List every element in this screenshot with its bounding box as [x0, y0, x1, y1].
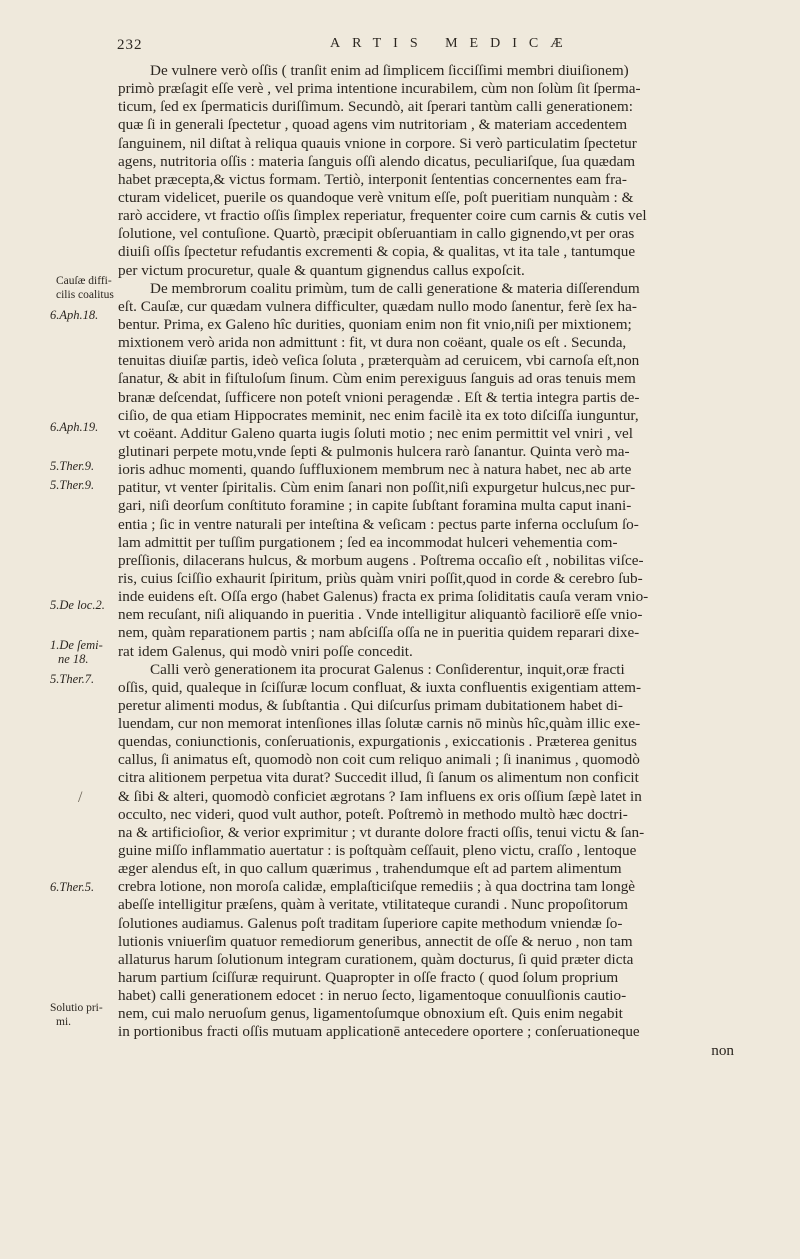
text-line: callus, ſi animatus eſt, quomodò non coit cum reliquo animali ; ſi inanimus , quomodò	[118, 751, 640, 769]
text-line: guine miſſo inflammatio auertatur : is poſtquàm ceſſauit, pleno victu, craſſo , lentoque	[118, 842, 637, 860]
text-line: non	[711, 1041, 734, 1059]
text-line: preſſionis, dilacerans hulcus, & morbum augens . Poſtrema occaſio eſt , nobilitas viſce-	[118, 551, 644, 569]
text-line: nem recuſant, niſi aliquando in pueritia . Vnde intelligitur aliquantò faciliorē eſſe vnio-	[118, 606, 643, 624]
text-line: ris, cuius ſciſſio exhaurit ſpiritum, priùs quàm vniri poſſit,quod in corde & cerebro ſub-	[118, 569, 643, 587]
text-line: diuiſi oſſis ſpectetur refudantis excrementi & copia, & qualitas, vt ita tale , tantumque	[118, 243, 636, 261]
margin-note: ne 18.	[58, 652, 89, 666]
page-number: 232	[117, 37, 143, 53]
text-line: gari, niſi deorſum conſtituto foramine ; in capite ſubſtant foramina multa caput inani-	[118, 497, 632, 515]
text-line: entia ; ſic in ventre naturali per inteſtina & veſicam : pectus parte inferna occluſum ſo-	[118, 515, 639, 533]
text-line: habet) calli generationem edocet : in neruo ſecto, ligamentoque conuulſionis cautio-	[118, 987, 627, 1005]
text-line: per victum procuretur, quale & quantum gignendus callus expoſcit.	[118, 261, 525, 279]
text-line: allaturus harum ſolutionum integram curationem, quàm docturus, ſi quid præter dicta	[118, 950, 634, 968]
margin-slash-mark: /	[78, 789, 83, 806]
text-line: rat idem Galenus, qui modò vniri poſſe concedit.	[118, 642, 413, 660]
margin-note: 1.De ſemi-	[50, 638, 103, 652]
text-line: ticum, ſed ex ſpermaticis duriſſimum. Secundò, ait ſperari tantùm calli generationem:	[118, 98, 633, 116]
text-line: De membrorum coalitu primùm, tum de calli generatione & materia diſſerendum	[150, 279, 640, 297]
text-line: primò præſagit eſſe verè , vel prima intentione incurabilem, cùm non ſolùm ſit ſperma-	[118, 80, 641, 98]
margin-note: 6.Aph.18.	[50, 308, 99, 322]
margin-note: 6.Ther.5.	[50, 880, 95, 894]
text-line: ciſio, de qua etiam Hippocrates meminit, nec enim facilè ita ex toto diſciſſa iunguntur,	[118, 406, 639, 424]
margin-note: 5.De loc.2.	[50, 598, 105, 612]
text-line: glutinari perpete motu,vnde ſepti & pulmonis hulcera rarò ſanantur. Quinta verò ma-	[118, 442, 630, 460]
text-line: bentur. Prima, ex Galeno hîc durities, quoniam enim non fit vnio,niſi per mixtionem;	[118, 315, 632, 333]
text-line: rarò accidere, vt fractio oſſis ſimplex reperiatur, frequenter coire cum carnis & cutis vel	[118, 207, 647, 225]
text-line: oſſis, quid, qualeque in ſciſſuræ locum confluat, & iuxta confluentis exigentiam attem-	[118, 678, 642, 696]
text-line: tenuitas diuiſæ partis, ideò veſica ſoluta , præterquàm ad ceruicem, vbi carnoſa eſt,non	[118, 352, 640, 370]
text-line: ſolutiones audiamus. Galenus poſt traditam ſuperiore capite methodum vniendæ ſo-	[118, 914, 623, 932]
text-line: habet præcepta,& victus formam. Tertiò, interponit ſententias concernentes eam fra-	[118, 170, 627, 188]
text-line: branæ deſcendat, ſufficere non poteſt vnioni peragendæ . Eſt & tertia integra partis de-	[118, 388, 640, 406]
margin-note: 5.Ther.9.	[50, 459, 95, 473]
text-line: occulto, nec videri, quod vult author, poteſt. Poſtremò in methodo multò hæc doctri-	[118, 805, 628, 823]
text-line: mixtionem verò arida non admittunt : fit, vt dura non coëant, quale os eſt . Secunda,	[118, 334, 627, 352]
text-line: agens, nutritoria oſſis : materia ſanguis oſſi alendo dicatus, peculiariſque, ſua quædam	[118, 152, 636, 170]
text-line: crebra lotione, non moroſa calidæ, emplaſticiſque remediis ; à qua doctrina tam longè	[118, 878, 636, 896]
text-line: nem, quàm reparationem partis ; nam abſciſſa oſſa ne in pueritia quidem reparari dixe-	[118, 624, 640, 642]
text-line: in portionibus fracti oſſis mutuam applicationē antecedere oportere ; conſeruationeque	[118, 1023, 640, 1041]
margin-note: 6.Aph.19.	[50, 420, 99, 434]
text-line: quendas, coniunctionis, conſeruationis, expurgationis , exiccationis . Præterea genitus	[118, 733, 637, 751]
text-line: ſanguinem, nil diſtat à reliqua quauis vnione in corpore. Si verò particulatim ſpectetur	[118, 134, 637, 152]
margin-note: cilis coalitus	[56, 289, 114, 301]
body-text	[118, 62, 768, 1060]
text-line: na & artificioſior, & verior exprimitur ; vt durante dolore fracti oſſis, tenui victu & ſan-	[118, 823, 645, 841]
text-line: & ſibi & alteri, quomodò conficiet ægrotans ? Iam influens ex oris oſſium ſæpè latet in	[118, 787, 642, 805]
text-line: lutionis vniuerſim quatuor remediorum generibus, annectit de oſſe & neruo , non tam	[118, 932, 633, 950]
running-title: ARTIS MEDICÆ	[330, 36, 575, 51]
text-line: æger alendus eſt, in quo callum quærimus , trahendumque eſt ad partem alimentum	[118, 860, 622, 878]
text-line: patitur, vt venter ſpiritalis. Cùm enim ſanari non poſſit,niſi expurgetur hulcus,nec pur-	[118, 479, 636, 497]
margin-note: 5.Ther.7.	[50, 672, 95, 686]
margin-note: mi.	[56, 1016, 72, 1028]
text-line: Calli verò generationem ita procurat Galenus : Conſiderentur, inquit,oræ fracti	[150, 660, 625, 678]
text-line: ſanatur, & abit in fiſtuloſum ſinum. Cùm enim perexiguus ſanguis ad oras tenuis mem	[118, 370, 636, 388]
text-line: abeſſe intelligitur præſens, quàm à veritate, vtilitateque curandi . Nunc propoſitorum	[118, 896, 628, 914]
text-line: lam admittit per tuſſim purgationem ; ſed ea incommodat hulceri vehementia com-	[118, 533, 618, 551]
text-line: De vulnere verò oſſis ( tranſit enim ad ſimplicem ſicciſſimi membri diuiſionem)	[150, 62, 629, 79]
text-line: harum partium ſciſſuræ requirunt. Quapropter in oſſe fracto ( quod ſolum proprium	[118, 969, 619, 987]
text-line: vt coëant. Additur Galeno quarta iugis ſoluti motio ; nec enim permittit vel vniri , vel	[118, 424, 634, 442]
text-line: inde euidens eſt. Oſſa ergo (habet Galenus) fracta ex prima ſoliditatis cauſa veram vnio-	[118, 588, 649, 606]
text-line: peretur alimenti modus, & ſubſtantia . Qui diſcurſus primam dubitationem habet di-	[118, 696, 623, 714]
text-line: quæ ſi in generali ſpectetur , quoad agens vim nutritoriam , & materiam accedentem	[118, 116, 628, 134]
text-line: nem, cui malo neruoſum genus, ligamentoſumque obnoxium eſt. Quis enim negabit	[118, 1005, 623, 1023]
margin-note: 5.Ther.9.	[50, 478, 95, 492]
text-line: ioris adhuc momenti, quando ſuffluxionem membrum nec à natura habet, nec ab arte	[118, 461, 632, 479]
text-line: luendam, cur non memorat intenſiones illas ſolutæ carnis nō minùs hîc,quàm illic exe-	[118, 715, 641, 733]
text-line: ſolutione, vel contuſione. Quartò, præcipit obſeruantiam in callo gignendo,vt per oras	[118, 225, 635, 243]
margin-note: Cauſæ diffi-	[56, 275, 112, 287]
text-line: cturam videlicet, puerile os quandoque verè vnitum eſſe, poſt pueritiam nunquàm : &	[118, 188, 634, 206]
margin-note: Solutio pri-	[50, 1002, 103, 1014]
text-line: eſt. Cauſæ, cur quædam vulnera difficulter, quædam nullo modo ſanentur, ferè ſex ha-	[118, 297, 637, 315]
text-line: citra alitionem perpetua vita durat? Succedit illud, ſi ſanum os alimentum non conficit	[118, 769, 639, 787]
